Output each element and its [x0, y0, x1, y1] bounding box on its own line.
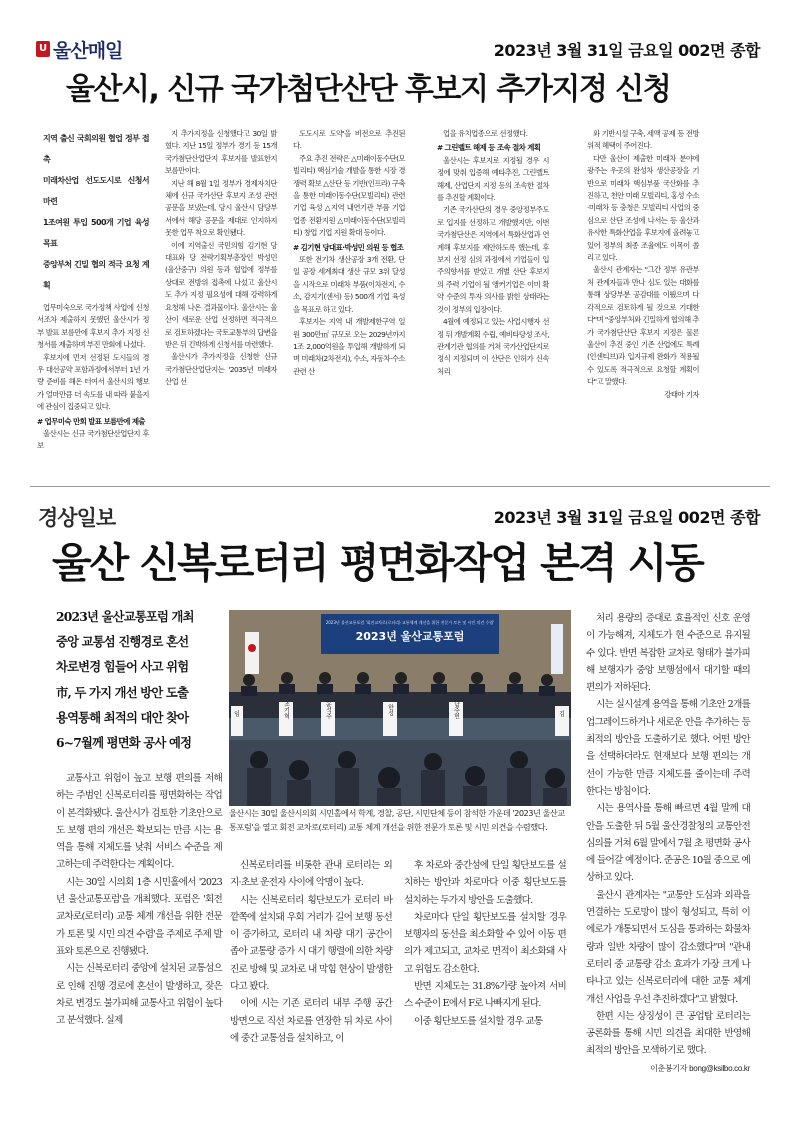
issue-date: 2023년 3월 31일 금요일 002면 종합	[493, 41, 760, 60]
photo-caption: 울산시는 30일 울산시의회 시민홀에서 학계, 경찰, 공단, 시민단체 등이 참석한 가운데 '2023년 울산교통포럼'을 열고 회전 교차로(로터리) 교통 체계 개선을 위한 전문가 토론 및 시민 의견을 수렴했다.	[229, 808, 565, 832]
paragraph: 4월에 예정되고 있는 사업시행자 선정 뒤 개발계획 수립, 예비타당성 조사, 관계기관 협의를 거쳐 국가산업단지로 정식 지정되며 이 산단은 인허가 신속 처리	[437, 317, 549, 376]
paragraph: 시는 신복로터리 중앙에 설치된 교통섬으로 인해 진행 경로에 혼선이 발생하고, 잦은 차로 변경도 불가피해 교통사고 위험이 높다고 분석했다. 실제	[56, 963, 222, 1027]
body-column-3	[404, 857, 566, 1097]
byline: 강태아 기자	[664, 389, 699, 399]
body-column-5	[587, 128, 699, 433]
masthead-logo-icon: U	[36, 41, 50, 57]
forum-photo-illustration	[229, 610, 571, 806]
column-text	[293, 128, 405, 378]
body-column-3	[293, 128, 405, 433]
summary-line: 미래차산업 선도도시로 신청서 마련	[43, 176, 149, 206]
column-text	[230, 857, 392, 1047]
paragraph: 기존 국가산단의 경우 중앙정부주도로 입지를 선정하고 개발했지만, 이번 국가첨단산은 지역에서 특화산업과 연계해 후보지를 제안하도록 했는데, 후보지 선정 심의 과정에서 기업들이 입주의향서를 받았고 개별 산단 후보지의 주력 기업이 될 앵커기업은 이미 확약 수준의 투자 의사를 밝힌 상태라는 것이 정부의 입장이다.	[437, 205, 549, 314]
summary-line: 지역 출신 국회의원 협업 정부 접촉	[43, 134, 149, 164]
paragraph: 울산시는 후보지로 지정될 경우 시정에 맞춰 입증해 예타추진, 그린벨트해제, 산업단지 지정 등의 조속한 절차를 추진할 계획이다.	[437, 155, 549, 203]
stage-banner-subtitle: 2023년 울산교통포럼 '회전교차로(로터리) 교통체계 개선을 위한 전문가 토론 및 시민 의견 수렴'	[325, 620, 495, 625]
stage-banner-title: 2023년 울산교통포럼	[355, 630, 465, 643]
column-text	[165, 128, 277, 389]
paragraph: 후 차로와 중간섬에 단일 횡단보도를 설치하는 방안과 차로마다 이중 횡단보도를 설치하는 두가지 방안을 도출했다.	[404, 860, 566, 906]
article-divider	[30, 486, 770, 487]
paragraph: 주요 추진 전략은 △미래이동수단(모빌리티) 핵심기술 개발을 통한 시장 경쟁력 확보 △산단 등 기반(인프라) 구축을 통한 미래이동수단(모빌리티) 관련 기업 육성 △지역 내연기관 부품 기업 업종 전환지원 △미래이동수단(모빌리티) 창업 기업 지원 확대 등이다.	[293, 153, 405, 238]
paragraph: 도도시로 도약'을 비전으로 추진된다.	[293, 129, 405, 151]
paragraph: 업을 유치업종으로 선정했다.	[443, 129, 528, 138]
article-ulsan-maeil	[0, 0, 800, 451]
paragraph: 시는 신복로터리 횡단보도가 로터리 바깥쪽에 설치돼 우회 거리가 길어 보행 동선이 증가하고, 로터리 내 차량 대기 공간이 좁아 교통량 증가 시 대기 행렬에 의한 차량 진로 방해 및 교차로 내 막힘 현상이 발생한다고 봤다.	[230, 894, 392, 993]
paragraph: 이에 지역출신 국민의힘 김기현 당대표와 당 전략기획부총장인 박성민(울산중구) 의원 등과 협업에 정부를 상대로 전방위 접촉에 나섰고 울산시도 추가 지정 필요성에 대해 강력하게 요청해 나온 결과물이다. 울산시는 울산이 새로운 산업 선정하면 적극적으로 검토하겠다는 국토교통부의 답변을 받은 뒤 긴박하게 신청서를 마련했다.	[165, 240, 277, 349]
paragraph: 울산시가 추가지정을 신청한 신규 국가첨단산업단지는 '2035년 미래자산업 선	[165, 352, 277, 387]
paragraph: 지 추가지정을 신청했다고 30일 밝혔다. 지난 15일 정부가 경기 등 15개 국가첨단산업단지 후보지를 발표한지 보름만이다.	[165, 129, 277, 176]
column-text	[56, 770, 222, 1029]
paragraph: 울산시는 신규 국가첨단산업단지 후보	[37, 429, 149, 451]
summary-line: 중앙 교통섬 진행경로 혼선	[56, 634, 189, 650]
masthead-ulsan-maeil	[36, 38, 122, 60]
paragraph: 또한 전기차 생산공장 3개 전환, 단일 공장 세계최대 생산 규모 3위 달성을 시작으로 미래차 부품(이차전지, 수소, 감지기(센서) 등) 500개 기업 육성을 목표로 하고 있다.	[293, 255, 405, 314]
paragraph: 지난 해 8월 1일 정부가 경제자치단체에 신규 국가산단 후보지 조성 관련 공문을 보냈는데, 당시 울산시 담당부서에서 해당 공문을 제대로 인지하지 못한 업무 착오로 확인됐다.	[165, 178, 277, 238]
paragraph: 이중 횡단보도를 설치할 경우 교통	[414, 1015, 543, 1027]
masthead-kyongsang-ilbo: 경상일보	[38, 506, 116, 530]
paragraph: 와 기반시설 구축, 세액 공제 등 전방위적 혜택이 주어진다.	[587, 129, 699, 151]
paragraph: 울산시 관계자는 "그간 정부 유관부처 관계자들과 만나 심도 있는 대화를 통해 상당부분 공감대를 이뤘으며 다각적으로 검토하게 될 것으로 기대한다"며 "중앙부처와 긴밀하게 협의해 추가 국가첨단산단 후보지 지정은 물론 울산이 추진 중인 기존 산업에도 특례(인센티브)과 입지규제 완화가 적용될 수 있도록 적극적으로 요청할 계획이다"고 말했다.	[587, 265, 699, 387]
summary-line: 市, 두 가지 개선 방안 도출	[56, 684, 189, 700]
paragraph: 신복로터리를 비롯한 관내 로터리는 외지·초보 운전자 사이에 악명이 높다.	[230, 860, 392, 889]
summary-line: 차로변경 힘들어 사고 위험	[56, 659, 189, 675]
summary-line: 중앙부처 긴밀 협의 적극 요청 계획	[43, 260, 149, 290]
issue-date: 2023년 3월 31일 금요일 002면 종합	[493, 508, 760, 527]
name-card: 김	[559, 711, 565, 718]
paragraph: 한편 시는 상징성이 큰 공업탑 로터리는 공론화를 통해 시민 의견을 최대한 반영해 최적의 방안을 모색하기로 했다.	[586, 1010, 750, 1057]
summary-line: 1조여원 투입 500개 기업 육성 목표	[43, 218, 149, 248]
summary-box	[56, 604, 228, 755]
byline: 이춘봉기자 bong@ksilbo.co.kr	[650, 1063, 750, 1073]
paragraph: 교통사고 위험이 높고 보행 편의를 저해하는 주범인 신복로터리를 평면화하는 작업이 본격화됐다. 울산시가 검토한 기초안으로도 보행 편의 개선은 확보되는 만큼 시는 용역을 통해 지체도를 낮춰 서비스 수준을 제고하는데 주력한다는 계획이다.	[56, 773, 222, 871]
subheading: # 김기현 당대표·박성민 의원 등 협조	[293, 242, 404, 252]
name-card: 남주헌	[452, 701, 460, 719]
paragraph: 반면 지체도는 31.8%가량 높아져 서비스 수준이 E에서 F로 나빠지게 된다.	[404, 981, 566, 1010]
summary-box	[37, 128, 149, 296]
summary-line: 2023년 울산교통포럼 개최	[56, 609, 194, 624]
body-column-1	[37, 128, 149, 451]
column-text	[37, 302, 149, 453]
flag-left	[245, 632, 259, 674]
column-text	[586, 610, 750, 1060]
summary-line: 용역통해 최적의 대안 찾아	[56, 709, 189, 725]
paragraph: 후보지는 지역 내 개발제한구역 일원 300만㎡ 규모로 오는 2029년까지 1조 2,000억원을 투입해 개발하게 되며 미래차(2차전지), 수소, 자동차·수소관련 산	[293, 317, 405, 376]
masthead-name: 울산매일	[53, 39, 123, 62]
subheading: # 그린벨트 해제 등 조속 절차 계획	[437, 143, 541, 153]
body-column-4	[586, 610, 750, 1090]
flag-right	[551, 624, 563, 674]
column-text	[587, 128, 699, 401]
paragraph: 다만 울산이 제출한 미래차 분야에 광주는 우곳의 완성차 생산공장을 기반으로 미래차 핵심부품 국산화를 추진하고, 천안 미래 모빌리티, 홍성 수소·미래차 등 충청은 모빌리티 사업의 중심으로 산단 조성에 나서는 등 울산과 유사한 특화산업을 후보지에 올려놓고 있어 정부의 최종 조율에도 이목이 쏠리고 있다.	[587, 153, 699, 263]
name-card: 임	[234, 711, 240, 718]
paragraph: 후보지에 먼저 선정된 도시들의 경우 대선공약 포함과정에서부터 1년 가량 준비를 해온 터여서 울산시의 행보가 얼마만큼 더 속도를 내 따라 붙을지에 관심이 집중되고 있다.	[37, 352, 149, 412]
column-text	[437, 128, 549, 378]
paragraph: 업무미숙으로 국가정책 사업에 신청서조차 제출하지 못했던 울산시가 정부 발표 보름만에 후보지 추가 지정 신청서를 제출하며 부진 만회에 나섰다.	[37, 303, 149, 350]
forum-photo	[229, 610, 571, 806]
headline: 울산 신복로터리 평면화작업 본격 시동	[52, 539, 703, 587]
body-column-4	[437, 128, 549, 433]
article-body	[37, 128, 775, 451]
name-card: 윤석주	[324, 701, 332, 719]
summary-line: 6~7월께 평면화 공사 예정	[56, 735, 192, 751]
column-text	[404, 857, 566, 1030]
paragraph: 시는 실시설계 용역을 통해 기초안 2개를 업그레이드하거나 새로운 안을 추가하는 등 최적의 방안을 도출하기로 했다. 어떤 방안을 선택하더라도 현재보다 보행 편의는 개선이 가능한 만큼 지체도를 줄이는데 주력한다는 방침이다.	[586, 699, 750, 797]
paragraph: 시는 30일 시의회 1층 시민홀에서 '2023년 울산교통포럼'을 개최했다. 포럼은 '회전교차로(로터리) 교통 체계 개선을 위한 전문가 토론 및 시민 의견 수렴'을 주제로 주제 발표와 토론으로 진행됐다.	[56, 876, 222, 957]
headline: 울산시, 신규 국가첨단산단 후보지 추가지정 신청	[66, 72, 671, 107]
name-card: 조기혁	[282, 701, 290, 719]
paragraph: 이에 시는 기존 로터리 내부 주행 공간 방면으로 직선 차로를 연장한 뒤 차로 사이에 중간 교통섬을 설치하고, 이	[230, 998, 392, 1044]
subheading: # 업무미숙 만회 발표 보름만에 제출	[37, 416, 146, 426]
paragraph: 차로마다 단일 횡단보도를 설치할 경우 보행자의 동선을 최소화할 수 있어 이동 편의가 제고되고, 교차로 면적이 최소화돼 사고 위험도 감소한다.	[404, 911, 566, 975]
name-card: 한성	[386, 704, 394, 716]
paragraph: 시는 용역사를 통해 빠르면 4월 말께 대안을 도출한 뒤 5월 울산경찰청의 교통안전 심의를 거쳐 6월 말에서 7월 초 평면화 공사에 들어갈 예정이다. 준공은 10월 중으로 예상하고 있다.	[586, 803, 750, 884]
body-column-2	[230, 857, 392, 1097]
paragraph: 처리 용량의 증대로 효율적인 신호 운영이 가능해져, 지체도가 현 수준으로 유지될 수 있다. 반면 복잡한 교차로 형태가 불가피해 보행자가 중앙 보행섬에서 대기할 때의 편의가 저하된다.	[586, 613, 750, 694]
paragraph: 울산시 관계자는 "교통안 도심과 외곽을 연결하는 도로망이 많이 형성되고, 특히 이에로가 개통되면서 도심을 통과하는 화물차량과 일반 차량이 많이 감소했다"며 "관내 로터리 중 교통량 감소 효과가 가장 크게 나타나고 있는 신복로터리에 대한 교통 체계 개선 사업을 우선 추진하겠다"고 밝혔다.	[586, 889, 750, 1005]
body-column-1	[56, 770, 222, 1100]
body-column-2	[165, 128, 277, 433]
